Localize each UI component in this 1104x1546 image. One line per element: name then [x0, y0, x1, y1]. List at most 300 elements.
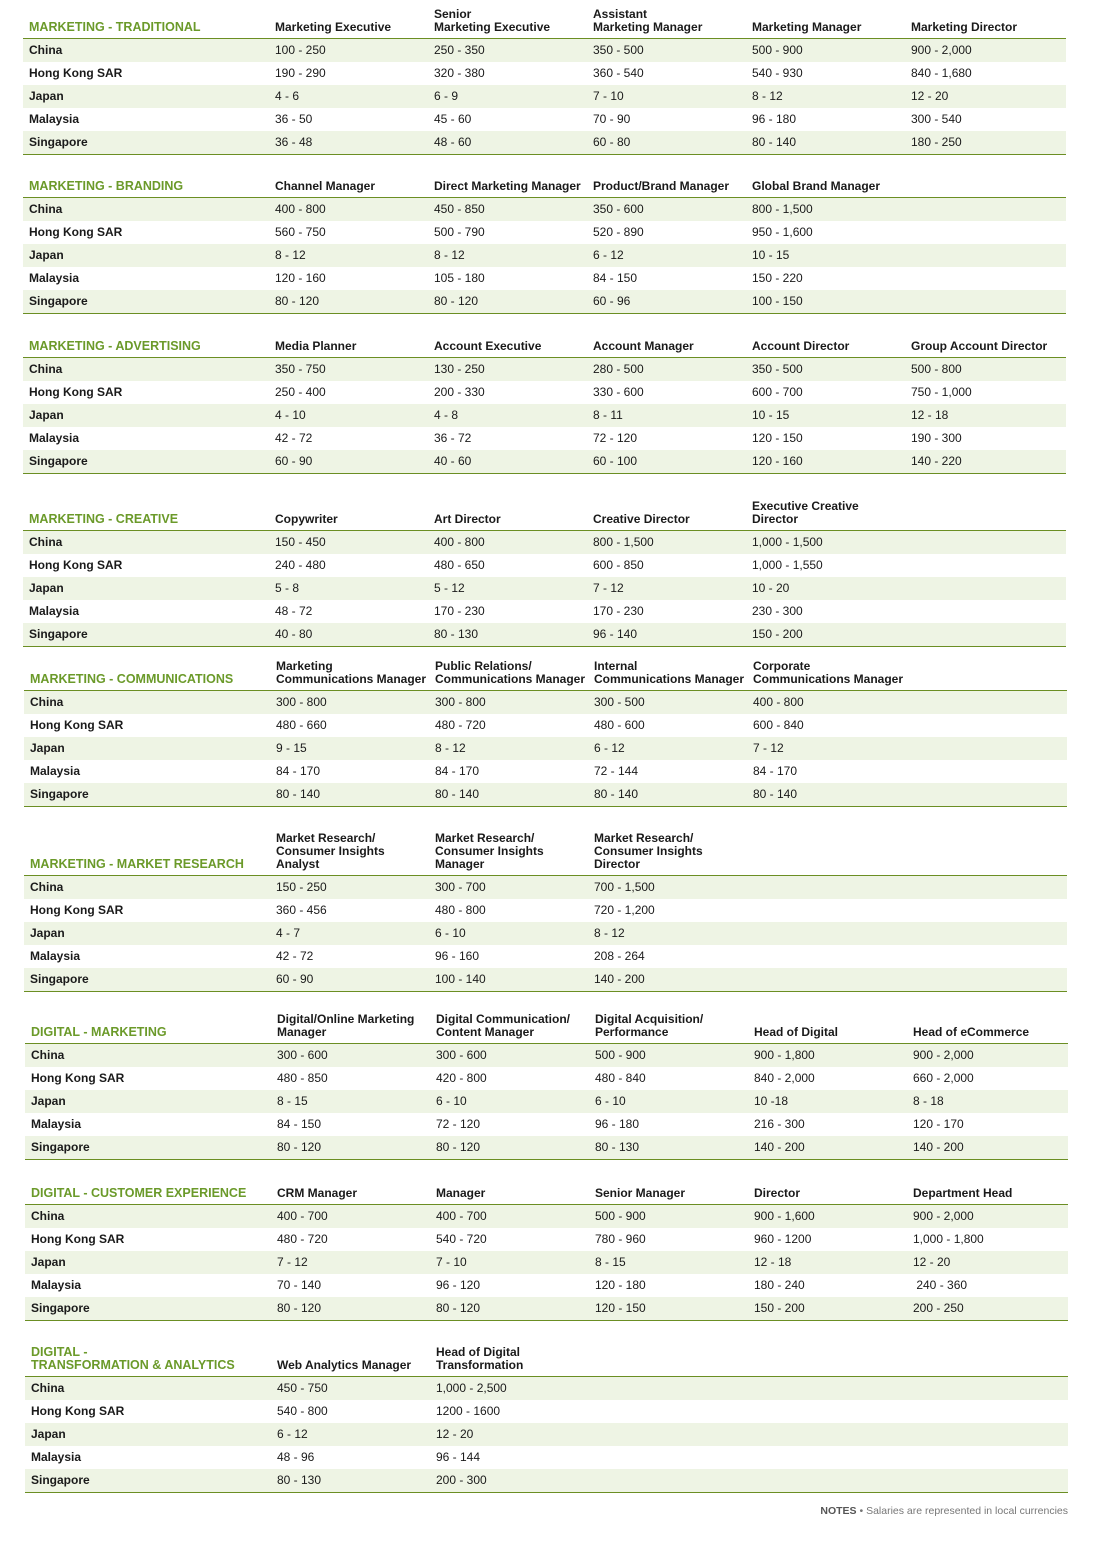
section-title: MARKETING - MARKET RESEARCH — [30, 857, 244, 871]
salary-cell: 80 - 120 — [275, 294, 320, 308]
column-header: Creative Director — [593, 512, 690, 526]
table-row-singapore — [25, 1136, 1068, 1160]
table-row-hong-kong-sar — [25, 1400, 1068, 1423]
salary-cell: 1200 - 1600 — [436, 1404, 501, 1418]
salary-cell: 400 - 800 — [753, 695, 804, 709]
country-label: Hong Kong SAR — [29, 66, 123, 80]
salary-cell: 42 - 72 — [275, 431, 313, 445]
salary-cell: 540 - 930 — [752, 66, 803, 80]
salary-cell: 96 - 160 — [435, 949, 480, 963]
salary-cell: 8 - 18 — [913, 1094, 944, 1108]
salary-cell: 150 - 220 — [752, 271, 803, 285]
salary-cell: 12 - 20 — [436, 1427, 474, 1441]
column-header: Marketing Executive — [275, 20, 392, 34]
salary-cell: 72 - 120 — [436, 1117, 481, 1131]
salary-cell: 96 - 120 — [436, 1278, 481, 1292]
salary-cell: 6 - 10 — [436, 1094, 467, 1108]
salary-cell: 360 - 540 — [593, 66, 644, 80]
salary-cell: 5 - 8 — [275, 581, 300, 595]
salary-cell: 480 - 650 — [434, 558, 485, 572]
column-header: Account Manager — [593, 339, 694, 353]
salary-cell: 4 - 8 — [434, 408, 459, 422]
country-label: Malaysia — [31, 1117, 82, 1131]
table-row-malaysia — [25, 1274, 1068, 1297]
table-row-hong-kong-sar — [23, 62, 1066, 85]
salary-cell: 7 - 12 — [753, 741, 784, 755]
salary-cell: 150 - 200 — [754, 1301, 805, 1315]
salary-cell: 500 - 900 — [595, 1048, 646, 1062]
section-title: DIGITAL - CUSTOMER EXPERIENCE — [31, 1186, 247, 1200]
table-row-china — [23, 39, 1066, 62]
salary-cell: 48 - 60 — [434, 135, 472, 149]
salary-cell: 8 - 15 — [595, 1255, 626, 1269]
table-marketing-traditional — [23, 5, 1066, 155]
salary-cell: 70 - 90 — [593, 112, 631, 126]
salary-cell: 12 - 18 — [754, 1255, 792, 1269]
salary-cell: 8 - 11 — [593, 408, 623, 422]
salary-cell: 750 - 1,000 — [911, 385, 972, 399]
salary-cell: 720 - 1,200 — [594, 903, 655, 917]
salary-cell: 96 - 180 — [752, 112, 797, 126]
table-row-malaysia — [25, 1446, 1068, 1469]
country-label: Singapore — [29, 454, 88, 468]
column-header: Internal Communications Manager — [594, 659, 745, 686]
column-header: Head of Digital Transformation — [436, 1345, 524, 1372]
salary-cell: 36 - 48 — [275, 135, 313, 149]
table-row-japan — [23, 85, 1066, 108]
salary-cell: 96 - 144 — [436, 1450, 481, 1464]
notes-bullet: • — [859, 1505, 864, 1517]
salary-cell: 7 - 12 — [593, 581, 624, 595]
column-header: Digital Acquisition/ Performance — [595, 1012, 704, 1039]
table-row-singapore — [25, 1469, 1068, 1493]
salary-cell: 840 - 1,680 — [911, 66, 972, 80]
salary-cell: 10 - 15 — [752, 248, 790, 262]
salary-cell: 8 - 12 — [594, 926, 625, 940]
salary-cell: 60 - 100 — [593, 454, 638, 468]
table-row-japan — [23, 244, 1066, 267]
country-label: Malaysia — [29, 431, 80, 445]
table-row-china — [23, 358, 1066, 381]
salary-cell: 420 - 800 — [436, 1071, 487, 1085]
table-digital-marketing — [25, 1009, 1068, 1160]
column-header: Head of Digital — [754, 1025, 839, 1039]
country-label: Malaysia — [30, 764, 81, 778]
salary-cell: 9 - 15 — [276, 741, 307, 755]
country-label: Singapore — [30, 787, 89, 801]
salary-cell: 480 - 840 — [595, 1071, 646, 1085]
country-label: Japan — [29, 408, 64, 422]
table-row-japan — [24, 737, 1067, 760]
salary-cell: 500 - 900 — [595, 1209, 646, 1223]
salary-cell: 8 - 12 — [435, 741, 466, 755]
column-header: Market Research/ Consumer Insights Director — [594, 831, 703, 871]
column-header: Digital Communication/ Content Manager — [436, 1012, 571, 1039]
column-header: Corporate Communications Manager — [753, 659, 904, 686]
salary-cell: 350 - 600 — [593, 202, 644, 216]
salary-cell: 1,000 - 1,500 — [752, 535, 823, 549]
column-header: Media Planner — [275, 339, 357, 353]
salary-cell: 400 - 700 — [436, 1209, 487, 1223]
salary-cell: 45 - 60 — [434, 112, 472, 126]
salary-cell: 6 - 12 — [593, 248, 624, 262]
column-header: Marketing Director — [911, 20, 1018, 34]
salary-cell: 6 - 9 — [434, 89, 459, 103]
salary-cell: 140 - 200 — [754, 1140, 805, 1154]
table-row-japan — [24, 922, 1067, 945]
salary-cell: 6 - 12 — [277, 1427, 308, 1441]
salary-cell: 5 - 12 — [434, 581, 465, 595]
country-label: Japan — [31, 1255, 66, 1269]
salary-cell: 780 - 960 — [595, 1232, 646, 1246]
country-label: China — [29, 43, 63, 57]
section-title: MARKETING - CREATIVE — [29, 512, 179, 526]
salary-cell: 80 - 130 — [595, 1140, 640, 1154]
salary-cell: 8 - 12 — [275, 248, 306, 262]
table-digital-transformation-analytics — [25, 1341, 1068, 1493]
table-row-hong-kong-sar — [24, 899, 1067, 922]
salary-cell: 240 - 360 — [913, 1278, 968, 1292]
salary-cell: 200 - 330 — [434, 385, 485, 399]
salary-cell: 120 - 160 — [752, 454, 803, 468]
salary-cell: 8 - 12 — [434, 248, 465, 262]
salary-cell: 300 - 800 — [276, 695, 327, 709]
salary-cell: 80 - 140 — [435, 787, 480, 801]
country-label: Singapore — [29, 627, 88, 641]
salary-cell: 350 - 750 — [275, 362, 326, 376]
country-label: Singapore — [29, 135, 88, 149]
country-label: China — [29, 535, 63, 549]
table-header — [24, 828, 1067, 876]
salary-cell: 480 - 720 — [435, 718, 486, 732]
country-label: China — [31, 1381, 65, 1395]
table-row-china — [25, 1205, 1068, 1228]
salary-cell: 36 - 72 — [434, 431, 472, 445]
salary-cell: 800 - 1,500 — [752, 202, 813, 216]
table-header — [25, 1341, 1068, 1377]
salary-cell: 40 - 80 — [275, 627, 313, 641]
salary-cell: 500 - 790 — [434, 225, 485, 239]
table-row-malaysia — [23, 600, 1066, 623]
salary-cell: 500 - 900 — [752, 43, 803, 57]
salary-cell: 48 - 72 — [275, 604, 313, 618]
salary-cell: 1,000 - 1,800 — [913, 1232, 984, 1246]
salary-cell: 80 - 120 — [436, 1301, 481, 1315]
salary-cell: 150 - 250 — [276, 880, 327, 894]
salary-cell: 600 - 700 — [752, 385, 803, 399]
column-header: Head of eCommerce — [913, 1025, 1030, 1039]
salary-cell: 80 - 120 — [277, 1301, 322, 1315]
country-label: Singapore — [31, 1140, 90, 1154]
salary-cell: 100 - 140 — [435, 972, 486, 986]
column-header: Direct Marketing Manager — [434, 179, 581, 193]
salary-cell: 190 - 300 — [911, 431, 962, 445]
column-header: Account Executive — [434, 339, 542, 353]
salary-cell: 800 - 1,500 — [593, 535, 654, 549]
table-header — [23, 175, 1066, 198]
column-header: Assistant Marketing Manager — [593, 7, 703, 34]
table-header — [24, 656, 1067, 691]
section-title: MARKETING - BRANDING — [29, 179, 184, 193]
table-row-hong-kong-sar — [23, 554, 1066, 577]
salary-cell: 4 - 7 — [276, 926, 301, 940]
salary-cell: 300 - 540 — [911, 112, 962, 126]
country-label: Hong Kong SAR — [31, 1232, 125, 1246]
salary-cell: 4 - 6 — [275, 89, 300, 103]
country-label: Japan — [31, 1094, 66, 1108]
table-row-malaysia — [24, 945, 1067, 968]
salary-cell: 96 - 180 — [595, 1117, 640, 1131]
salary-cell: 7 - 10 — [436, 1255, 467, 1269]
salary-cell: 230 - 300 — [752, 604, 803, 618]
table-row-singapore — [23, 290, 1066, 314]
salary-cell: 540 - 720 — [436, 1232, 487, 1246]
salary-cell: 300 - 600 — [277, 1048, 328, 1062]
country-label: Malaysia — [29, 604, 80, 618]
column-header: Senior Manager — [595, 1186, 686, 1200]
table-header — [23, 335, 1066, 358]
salary-cell: 450 - 850 — [434, 202, 485, 216]
country-label: China — [30, 695, 64, 709]
table-row-malaysia — [25, 1113, 1068, 1136]
country-label: China — [29, 362, 63, 376]
country-label: Hong Kong SAR — [29, 558, 123, 572]
salary-cell: 10 -18 — [754, 1094, 789, 1108]
notes-text: Salaries are represented in local currencies — [866, 1505, 1068, 1517]
country-label: Malaysia — [30, 949, 81, 963]
country-label: Singapore — [31, 1301, 90, 1315]
salary-cell: 480 - 660 — [276, 718, 327, 732]
column-header: Product/Brand Manager — [593, 179, 730, 193]
salary-cell: 80 - 140 — [276, 787, 321, 801]
salary-cell: 70 - 140 — [277, 1278, 322, 1292]
table-marketing-advertising — [23, 335, 1066, 474]
salary-cell: 840 - 2,000 — [754, 1071, 815, 1085]
country-label: Hong Kong SAR — [31, 1404, 125, 1418]
column-header: Market Research/ Consumer Insights Manager — [435, 831, 544, 871]
section-title: DIGITAL - MARKETING — [31, 1025, 167, 1039]
salary-cell: 80 - 120 — [436, 1140, 481, 1154]
country-label: Hong Kong SAR — [29, 225, 123, 239]
salary-cell: 36 - 50 — [275, 112, 313, 126]
salary-cell: 480 - 720 — [277, 1232, 328, 1246]
salary-cell: 72 - 144 — [594, 764, 639, 778]
salary-cell: 100 - 150 — [752, 294, 803, 308]
table-row-hong-kong-sar — [25, 1067, 1068, 1090]
table-row-hong-kong-sar — [24, 714, 1067, 737]
salary-cell: 240 - 480 — [275, 558, 326, 572]
country-label: Malaysia — [31, 1278, 82, 1292]
salary-cell: 80 - 130 — [277, 1473, 322, 1487]
salary-cell: 150 - 450 — [275, 535, 326, 549]
salary-cell: 60 - 90 — [275, 454, 313, 468]
column-header: Art Director — [434, 512, 501, 526]
salary-cell: 560 - 750 — [275, 225, 326, 239]
column-header: Department Head — [913, 1186, 1013, 1200]
column-header: Marketing Communications Manager — [276, 659, 427, 686]
salary-cell: 7 - 10 — [593, 89, 624, 103]
country-label: Hong Kong SAR — [30, 718, 124, 732]
salary-cell: 208 - 264 — [594, 949, 645, 963]
table-row-hong-kong-sar — [23, 221, 1066, 244]
salary-cell: 480 - 850 — [277, 1071, 328, 1085]
column-header: Group Account Director — [911, 339, 1048, 353]
salary-cell: 96 - 140 — [593, 627, 638, 641]
notes-footer — [820, 1505, 1068, 1517]
country-label: Singapore — [31, 1473, 90, 1487]
table-row-japan — [25, 1090, 1068, 1113]
salary-cell: 120 - 180 — [595, 1278, 646, 1292]
salary-cell: 350 - 500 — [593, 43, 644, 57]
salary-cell: 8 - 15 — [277, 1094, 308, 1108]
section-title: MARKETING - TRADITIONAL — [29, 20, 201, 34]
salary-cell: 520 - 890 — [593, 225, 644, 239]
salary-cell: 60 - 90 — [276, 972, 314, 986]
country-label: Singapore — [29, 294, 88, 308]
salary-cell: 80 - 140 — [594, 787, 639, 801]
salary-cell: 80 - 120 — [434, 294, 479, 308]
salary-cell: 900 - 1,800 — [754, 1048, 815, 1062]
salary-cell: 500 - 800 — [911, 362, 962, 376]
column-header: Public Relations/ Communications Manager — [435, 659, 586, 686]
column-header: Copywriter — [275, 512, 338, 526]
table-marketing-creative — [23, 495, 1066, 647]
country-label: Hong Kong SAR — [31, 1071, 125, 1085]
table-row-hong-kong-sar — [23, 381, 1066, 404]
salary-cell: 190 - 290 — [275, 66, 326, 80]
country-label: China — [30, 880, 64, 894]
country-label: Japan — [30, 926, 65, 940]
table-header — [23, 5, 1066, 39]
salary-cell: 105 - 180 — [434, 271, 485, 285]
salary-cell: 400 - 800 — [275, 202, 326, 216]
salary-cell: 216 - 300 — [754, 1117, 805, 1131]
column-header: CRM Manager — [277, 1186, 358, 1200]
salary-cell: 130 - 250 — [434, 362, 485, 376]
salary-cell: 84 - 150 — [593, 271, 638, 285]
salary-cell: 360 - 456 — [276, 903, 327, 917]
country-label: Singapore — [30, 972, 89, 986]
salary-cell: 600 - 850 — [593, 558, 644, 572]
column-header: Marketing Manager — [752, 20, 862, 34]
salary-cell: 480 - 600 — [594, 718, 645, 732]
country-label: Japan — [30, 741, 65, 755]
salary-cell: 8 - 12 — [752, 89, 783, 103]
salary-cell: 60 - 96 — [593, 294, 631, 308]
salary-cell: 84 - 170 — [753, 764, 798, 778]
column-header: Web Analytics Manager — [277, 1358, 412, 1372]
section-title: MARKETING - COMMUNICATIONS — [30, 672, 234, 686]
table-header — [25, 1009, 1068, 1044]
country-label: Hong Kong SAR — [29, 385, 123, 399]
column-header: Channel Manager — [275, 179, 376, 193]
country-label: Japan — [29, 248, 64, 262]
salary-cell: 6 - 10 — [435, 926, 466, 940]
salary-cell: 250 - 350 — [434, 43, 485, 57]
salary-cell: 660 - 2,000 — [913, 1071, 974, 1085]
country-label: China — [31, 1048, 65, 1062]
salary-cell: 320 - 380 — [434, 66, 485, 80]
table-row-singapore — [23, 450, 1066, 474]
salary-cell: 700 - 1,500 — [594, 880, 655, 894]
table-row-japan — [25, 1251, 1068, 1274]
salary-cell: 180 - 240 — [754, 1278, 805, 1292]
salary-cell: 42 - 72 — [276, 949, 314, 963]
salary-cell: 7 - 12 — [277, 1255, 308, 1269]
country-label: Japan — [31, 1427, 66, 1441]
salary-cell: 120 - 160 — [275, 271, 326, 285]
country-label: Malaysia — [29, 112, 80, 126]
salary-cell: 80 - 130 — [434, 627, 479, 641]
country-label: China — [31, 1209, 65, 1223]
table-row-singapore — [24, 783, 1067, 807]
table-row-singapore — [23, 623, 1066, 647]
table-row-japan — [23, 577, 1066, 600]
column-header: Global Brand Manager — [752, 179, 881, 193]
salary-cell: 600 - 840 — [753, 718, 804, 732]
section-title: MARKETING - ADVERTISING — [29, 339, 201, 353]
column-header: Executive Creative Director — [752, 499, 859, 526]
salary-cell: 80 - 120 — [277, 1140, 322, 1154]
table-row-singapore — [23, 131, 1066, 155]
country-label: Japan — [29, 89, 64, 103]
salary-cell: 250 - 400 — [275, 385, 326, 399]
table-row-china — [25, 1044, 1068, 1067]
salary-cell: 48 - 96 — [277, 1450, 315, 1464]
section-title: DIGITAL - TRANSFORMATION & ANALYTICS — [31, 1345, 235, 1372]
salary-cell: 900 - 2,000 — [913, 1048, 974, 1062]
salary-cell: 84 - 170 — [435, 764, 480, 778]
salary-cell: 300 - 600 — [436, 1048, 487, 1062]
salary-cell: 140 - 200 — [594, 972, 645, 986]
table-marketing-market-research — [24, 828, 1067, 992]
salary-cell: 12 - 18 — [911, 408, 949, 422]
table-row-china — [25, 1377, 1068, 1400]
salary-cell: 84 - 170 — [276, 764, 321, 778]
notes-label: NOTES — [820, 1505, 857, 1517]
column-header: Senior Marketing Executive — [434, 7, 551, 34]
column-header: Director — [754, 1186, 801, 1200]
table-row-singapore — [25, 1297, 1068, 1321]
salary-cell: 120 - 150 — [752, 431, 803, 445]
salary-cell: 300 - 500 — [594, 695, 645, 709]
column-header: Manager — [436, 1186, 486, 1200]
table-row-hong-kong-sar — [25, 1228, 1068, 1251]
table-row-china — [24, 691, 1067, 714]
column-header: Market Research/ Consumer Insights Analyst — [276, 831, 385, 871]
salary-cell: 140 - 220 — [911, 454, 962, 468]
salary-cell: 170 - 230 — [434, 604, 485, 618]
table-row-china — [23, 531, 1066, 554]
salary-cell: 900 - 1,600 — [754, 1209, 815, 1223]
salary-cell: 400 - 700 — [277, 1209, 328, 1223]
salary-cell: 6 - 10 — [595, 1094, 626, 1108]
salary-cell: 100 - 250 — [275, 43, 326, 57]
salary-cell: 350 - 500 — [752, 362, 803, 376]
country-label: Malaysia — [31, 1450, 82, 1464]
salary-cell: 12 - 20 — [911, 89, 949, 103]
table-row-malaysia — [23, 267, 1066, 290]
table-row-malaysia — [23, 427, 1066, 450]
salary-cell: 80 - 140 — [753, 787, 798, 801]
salary-cell: 280 - 500 — [593, 362, 644, 376]
salary-cell: 40 - 60 — [434, 454, 472, 468]
salary-cell: 200 - 300 — [436, 1473, 487, 1487]
salary-cell: 1,000 - 2,500 — [436, 1381, 507, 1395]
country-label: Japan — [29, 581, 64, 595]
salary-cell: 540 - 800 — [277, 1404, 328, 1418]
country-label: Malaysia — [29, 271, 80, 285]
